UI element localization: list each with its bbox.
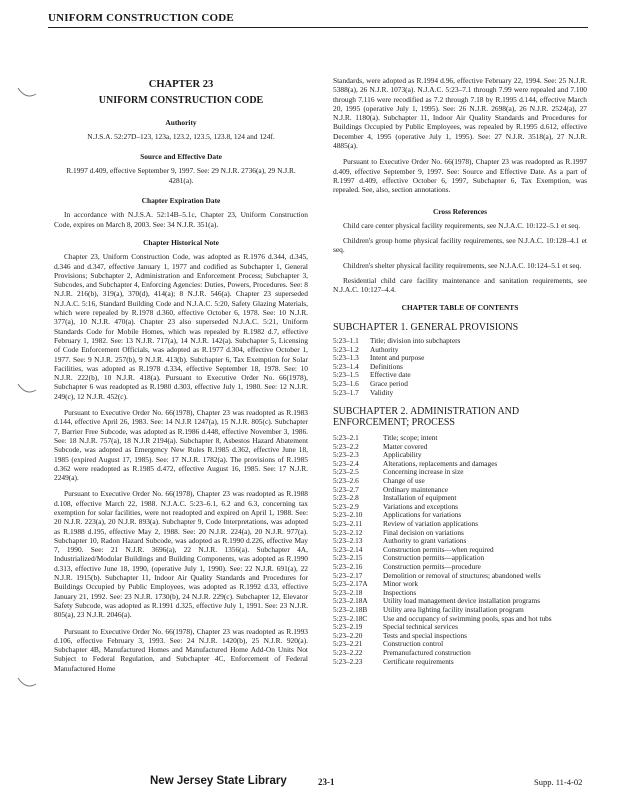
expiration-heading: Chapter Expiration Date — [141, 196, 221, 206]
section-title: Premanufactured construction — [383, 647, 471, 657]
toc-entry — [333, 494, 587, 503]
toc-entry — [333, 632, 587, 641]
section-title: Authority — [370, 344, 399, 354]
section-number: 5:23–2.14 — [333, 544, 363, 554]
subchapter-1-heading: SUBCHAPTER 1. GENERAL PROVISIONS — [333, 321, 519, 333]
section-number: 5:23–2.12 — [333, 527, 363, 537]
section-title: Applications for variations — [383, 510, 462, 520]
section-number: 5:23–2.15 — [333, 553, 363, 563]
section-title: Definitions — [370, 361, 403, 371]
toc-entry — [333, 443, 587, 452]
section-number: 5:23–2.17 — [333, 570, 363, 580]
running-header: UNIFORM CONSTRUCTION CODE — [48, 12, 234, 24]
left-column — [54, 80, 308, 680]
section-title: Effective date — [370, 370, 411, 380]
section-number: 5:23–2.2 — [333, 441, 359, 451]
cross-reference: Children's group home physical facility requirements, see N.J.A.C. 10:128–4.1 et seq. — [333, 236, 587, 255]
binder-hole-mark-bottom — [16, 676, 38, 690]
toc-entry — [333, 468, 587, 477]
toc-entry — [333, 434, 587, 443]
authority-text: N.J.S.A. 52:27D–123, 123a, 123.2, 123.5, 123.8, 124 and 124f. — [87, 131, 275, 141]
history-paragraph: Chapter 23, Uniform Construction Code, was adopted as R.1976 d.344, d.345, d.346 and d.347, effective January 1, 1977 and codified as Subchapter 1, General Provisions; Subchapter 2, Administration and Enforcement Process; Subchapter 3, Subcodes, and Subchapter 4, Enforcing Agencies: Duties, Powers, Procedures. See: 8 N.J.R. 216(b), 319(a), 370(d), 414(a); 8 N.J.R. 546(a). Chapter 23 superseded N.J.A.C. 5:16, Standard Building Code and N.J.A.C. 5:20, Safety Glazing Materials, which were repealed by R.1978 d.360, effective October 6, 1978. See: 10 N.J.R. 377(a), 10 N.J.R. 470(a). Chapter 23 also superseded N.J.A.C. 5:21, Uniform Standards Code for Mobile Homes, which was repealed by R.1982 d.7, effective February 1, 1982. See: 13 N.J.R. 717(a), 14 N.J.R. 142(a). Subchapter 5, Licensing of Code Enforcement Officials, was adopted as R.1977 d.304, effective October 1, 1977. See: 9 N.J.R. 257(b), 9 N.J.R. 413(b). Subchapter 6, Tax Exemption for Solar Facilities, was adopted as R.1978 d.334, effective September 18, 1978. See: 10 N.J.R. 222(b), 10 N.J.R. 418(a). Pursuant to Executive Order No. 66(1978), Subchapter 6 was readopted as R.1980 d.303, effective July 1, 1980. See: 12 N.J.R. 249(c), 12 N.J.R. 452(c). — [54, 252, 308, 401]
section-number: 5:23–2.9 — [333, 501, 359, 511]
source-heading: Source and Effective Date — [140, 152, 222, 162]
toc-entry — [333, 580, 587, 589]
section-title: Review of variation applications — [383, 519, 479, 529]
history-paragraph: Pursuant to Executive Order No. 66(1978), Chapter 23 was readopted as R.1988 d.108, effective March 22, 1988. N.J.A.C. 5:23–6.1, 6.2 and 6.3, concerning tax exemption for solar facilities, were not readopted and expired on April 1, 1988. See: 20 N.J.R. 223(a), 20 N.J.R. 893(a). Subchapter 9, Code Interpretations, was adopted as R.1988 d.195, effective May 2, 1988. See: 20 N.J.R. 224(a), 20 N.J.R. 977(a). Subchapter 10, Radon Hazard Subcode, was adopted as R.1990 d.226, effective May 7, 1990. See: 21 N.J.R. 3696(a), 22 N.J.R. 1356(a). Subchapter 4A, Industrialized/Modular Buildings and Building Components, was adopted as R.1990 d.313, effective June 18, 1990, (operative July 1, 1990). See: 22 N.J.R. 691(a), 22 N.J.R. 1915(b). Subchapter 11, Indoor Air Quality Standards and Procedures for Buildings Occupied by Public Employees, was adopted as R.1992 d.33, effective January 21, 1992. See: 23 N.J.R. 1730(b), 24 N.J.R. 229(c). Subchapter 12, Elevator Safety Subcode, was adopted as R.1991 d.325, effective July 1, 1991. See: 23 N.J.R. 805(a), 23 N.J.R. 2046(a). — [54, 489, 308, 620]
section-number: 5:23–2.18B — [333, 604, 368, 614]
section-number: 5:23–1.2 — [333, 344, 359, 354]
section-title: Inspections — [383, 587, 417, 597]
section-number: 5:23–2.6 — [333, 476, 359, 486]
section-number: 5:23–1.5 — [333, 370, 359, 380]
section-title: Final decision on variations — [383, 527, 464, 537]
section-title: Use and occupancy of swimming pools, spas and hot tubs — [383, 613, 552, 623]
section-title: Special technical services — [383, 622, 458, 632]
section-number: 5:23–1.7 — [333, 387, 359, 397]
toc-entry — [333, 572, 587, 581]
chapter-title: UNIFORM CONSTRUCTION CODE — [98, 95, 264, 107]
cross-reference: Children's shelter physical facility requirements, see N.J.A.C. 10:124–5.1 et seq. — [343, 260, 582, 270]
section-number: 5:23–2.10 — [333, 510, 363, 520]
section-title: Installation of equipment — [383, 493, 457, 503]
section-title: Validity — [370, 387, 394, 397]
section-number: 5:23–2.23 — [333, 656, 363, 666]
section-number: 5:23–2.19 — [333, 622, 363, 632]
section-number: 5:23–2.22 — [333, 647, 363, 657]
section-title: Authority to grant variations — [383, 536, 467, 546]
section-number: 5:23–1.1 — [333, 335, 359, 345]
section-title: Title; scope; intent — [383, 433, 438, 443]
section-title: Variations and exceptions — [383, 501, 458, 511]
section-number: 5:23–2.18 — [333, 587, 363, 597]
section-number: 5:23–2.8 — [333, 493, 359, 503]
toc-entry — [333, 615, 587, 624]
section-title: Utility load management device installation programs — [383, 596, 541, 606]
section-number: 5:23–2.16 — [333, 562, 363, 571]
section-title: Construction permits—procedure — [383, 562, 481, 571]
toc-entry — [333, 477, 587, 486]
library-stamp: New Jersey State Library — [150, 775, 287, 787]
toc-entry — [333, 486, 587, 495]
expiration-text: In accordance with N.J.S.A. 52:14B–5.1c, Chapter 23, Uniform Construction Code, expires on March 8, 2003. See: 34 N.J.R. 351(a). — [54, 210, 308, 229]
history-paragraph: Pursuant to Executive Order No. 66(1978), Chapter 23 was readopted as R.1983 d.144, effective April 26, 1983. See: 14 N.J.R 1247(a), 15 N.J.R. 805(c). Subchapter 7, Barrier Free Subcode, was adopted as R.1986 d.448, effective November 3, 1986. See: 18 N.J.R. 757(a), 18 N.J.R 2194(a). Subchapter 8, Asbestos Hazard Abatement Subcode, was adopted as Emergency New Rules R.1985 d.362, effective June 18, 1985 (expired August 17, 1985). See: 17 N.J.R. 1782(a). The provisions of R.1985 d.362 were readopted as R.1985 d.472, effective August 16, 1985. See: 17 N.J.R. 2249(a). — [54, 408, 308, 483]
authority-heading: Authority — [165, 117, 197, 127]
section-number: 5:23–2.3 — [333, 450, 359, 460]
toc-entry — [333, 649, 587, 658]
section-number: 5:23–1.3 — [333, 353, 359, 363]
section-title: Construction permits—application — [383, 553, 485, 563]
section-title: Concerning increase in size — [383, 467, 464, 477]
section-number: 5:23–2.17A — [333, 579, 368, 589]
section-number: 5:23–2.18C — [333, 613, 368, 623]
section-number: 5:23–1.6 — [333, 378, 359, 388]
cross-references-heading: Cross References — [432, 206, 488, 216]
binder-hole-mark-middle — [16, 382, 38, 396]
section-number: 5:23–2.20 — [333, 630, 363, 640]
section-number: 5:23–2.21 — [333, 639, 363, 649]
toc-entry — [333, 389, 587, 398]
section-title: Intent and purpose — [370, 353, 425, 363]
section-title: Tests and special inspections — [383, 630, 467, 640]
section-title: Title; division into subchapters — [370, 335, 461, 345]
cross-reference: Residential child care facility maintenance and sanitation requirements, see N.J.A.C. 10:127–4.4. — [333, 276, 587, 295]
header-rule — [48, 27, 588, 28]
section-number: 5:23–2.5 — [333, 467, 359, 477]
section-title: Matter covered — [383, 441, 428, 451]
cross-reference: Child care center physical facility requirements, see N.J.A.C. 10:122–5.1 et seq. — [343, 220, 581, 230]
subchapter-2-list — [333, 434, 587, 666]
page-footer — [0, 775, 618, 791]
section-number: 5:23–2.7 — [333, 484, 359, 494]
section-title: Alterations, replacements and damages — [383, 458, 498, 468]
section-number: 5:23–2.1 — [333, 433, 359, 443]
section-title: Minor work — [383, 579, 419, 589]
right-column — [333, 76, 587, 666]
section-title: Construction control — [383, 639, 444, 649]
toc-entry — [333, 658, 587, 667]
section-number: 5:23–2.18A — [333, 596, 368, 606]
section-number: 5:23–2.11 — [333, 519, 363, 529]
supplement-date: Supp. 11-4-02 — [534, 777, 583, 787]
toc-heading: CHAPTER TABLE OF CONTENTS — [401, 302, 519, 312]
section-number: 5:23–2.4 — [333, 458, 359, 468]
section-number: 5:23–2.13 — [333, 536, 363, 546]
page-number: 23-1 — [318, 777, 335, 787]
subchapter-2-heading: SUBCHAPTER 2. ADMINISTRATION AND ENFORCEMENT; PROCESS — [333, 406, 520, 429]
section-title: Change of use — [383, 476, 425, 486]
section-number: 5:23–1.4 — [333, 361, 359, 371]
binder-hole-mark-top — [16, 86, 38, 100]
chapter-number: CHAPTER 23 — [148, 79, 214, 90]
section-title: Utility area lighting facility installation program — [383, 604, 524, 614]
section-title: Construction permits—when required — [383, 544, 494, 554]
history-paragraph: Pursuant to Executive Order No. 66(1978), Chapter 23 was readopted as R.1997 d.409, effective September 9, 1997. See: Source and Effective Date. As a part of R.1997 d.409, effective October 6, 1997, Subchapter 6, Tax Exemption, was repealed. See, also, section annotations. — [333, 157, 587, 195]
section-title: Ordinary maintenance — [383, 484, 449, 494]
source-text: R.1997 d.409, effective September 9, 1997. See: 29 N.J.R. 2736(a), 29 N.J.R. 4281(a). — [66, 166, 296, 185]
section-title: Applicability — [383, 450, 422, 460]
subchapter-1-list — [333, 337, 587, 397]
history-heading: Chapter Historical Note — [143, 237, 219, 247]
section-title: Grace period — [370, 378, 408, 388]
section-title: Demolition or removal of structures; abandoned wells — [383, 570, 541, 580]
history-paragraph: Pursuant to Executive Order No. 66(1978), Chapter 23 was readopted as R.1993 d.106, effective February 3, 1993. See: 24 N.J.R. 1420(b), 25 N.J.R. 920(a). Subchapter 4B, Manufactured Homes and Manufactured Home Add-On Units Not Subject to Federal Regulation, and Subchapter 4C, Enforcement of Federal Manufactured Home — [54, 626, 308, 673]
history-continued: Standards, were adopted as R.1994 d.96, effective February 22, 1994. See: 25 N.J.R. 5388(a), 26 N.J.R. 1073(a). N.J.A.C. 5:23–7.1 through 7.99 were repealed and 7.100 through 7.116 were recodified as 7.2 through 7.18 by R.1995 d.144, effective March 20, 1995 (operative July 1, 1995). See: 26 N.J.R. 2698(a), 26 N.J.R. 2524(a), 27 N.J.R. 1180(a). Subchapter 11, Indoor Air Quality Standards and Procedures for Buildings Occupied by Public Employees, was repealed by R.1995 d.612, effective December 4, 1995 (operative July 1, 1995). See: 27 N.J.R. 3518(a), 27 N.J.R. 4885(a). — [333, 76, 587, 151]
section-title: Certificate requirements — [383, 656, 454, 666]
